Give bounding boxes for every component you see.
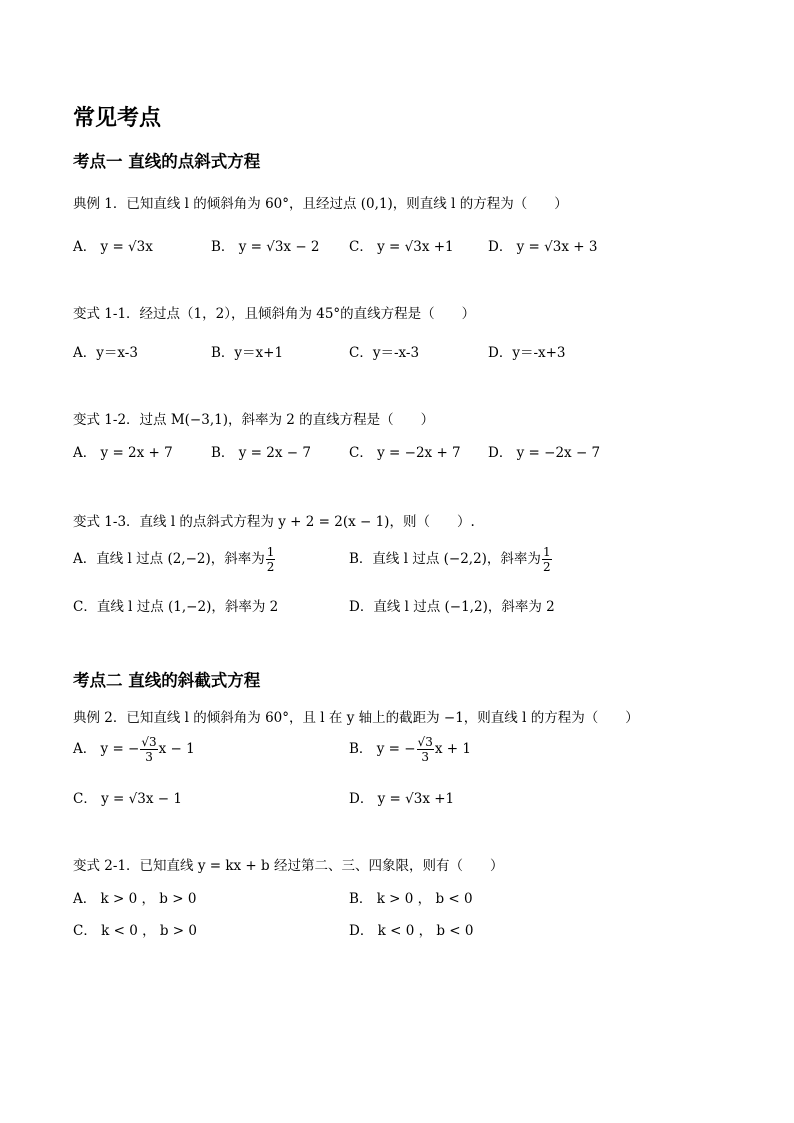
fraction (542, 546, 552, 573)
option-d: D．y＝-x+3 (488, 345, 566, 361)
fraction-numerator: 1 (542, 545, 551, 559)
option-c: C．直线 l 过点 (1,−2)，斜率为 2 (73, 599, 279, 615)
option-b-suffix: x + 1 (434, 741, 471, 757)
option-a-prefix: A． y = − (73, 741, 140, 757)
fraction-denominator: 2 (542, 560, 551, 574)
fraction (140, 736, 157, 763)
option-c: C． k < 0 ， b > 0 (73, 923, 197, 939)
question-stem-variant-2-1: 变式 2-1．已知直线 y = kx + b 经过第二、三、四象限，则有（ ） (73, 858, 504, 874)
option-a (73, 736, 195, 763)
fraction-numerator: √3 (141, 735, 157, 749)
option-b: B． y = √3x − 2 (211, 239, 320, 255)
option-c: C． y = √3x +1 (349, 239, 454, 255)
option-a-text: A．直线 l 过点 (2,−2)，斜率为 (73, 551, 265, 567)
option-d: D． k < 0 ， b < 0 (349, 923, 474, 939)
question-stem-variant-1-2: 变式 1-2．过点 M(−3,1)，斜率为 2 的直线方程是（ ） (73, 412, 435, 428)
option-a: A．y＝x-3 (73, 345, 138, 361)
option-a-suffix: x − 1 (158, 741, 195, 757)
option-d: D． y = √3x + 3 (488, 239, 598, 255)
option-a: A． y = √3x (73, 239, 153, 255)
option-c: C．y＝-x-3 (349, 345, 420, 361)
option-b-prefix: B． y = − (349, 741, 416, 757)
question-stem-variant-1-1: 变式 1-1．经过点（1，2），且倾斜角为 45°的直线方程是（ ） (73, 306, 476, 322)
option-b-text: B．直线 l 过点 (−2,2)，斜率为 (349, 551, 541, 567)
option-a (73, 546, 276, 573)
question-stem-example-2: 典例 2．已知直线 l 的倾斜角为 60°，且 l 在 y 轴上的截距为 −1，则直线 l 的方程为（ ） (73, 710, 639, 726)
option-b: B． k > 0 ， b < 0 (349, 891, 473, 907)
option-d: D． y = √3x +1 (349, 791, 455, 807)
option-b (349, 736, 471, 763)
option-c: C． y = √3x − 1 (73, 791, 182, 807)
page-title: 常见考点 (73, 106, 162, 131)
question-stem-variant-1-3: 变式 1-3．直线 l 的点斜式方程为 y + 2 = 2(x − 1)，则（ ）. (73, 514, 475, 530)
fraction-numerator: 1 (266, 545, 275, 559)
fraction (266, 546, 276, 573)
section-heading-1: 考点一 直线的点斜式方程 (73, 152, 261, 171)
fraction-numerator: √3 (417, 735, 433, 749)
option-b: B．y＝x+1 (211, 345, 284, 361)
fraction-denominator: 2 (266, 560, 275, 574)
fraction-denominator: 3 (421, 750, 429, 764)
option-d: D． y = −2x − 7 (488, 445, 601, 461)
option-b (349, 546, 553, 573)
option-c: C． y = −2x + 7 (349, 445, 461, 461)
option-a: A． y = 2x + 7 (73, 445, 173, 461)
option-d: D．直线 l 过点 (−1,2)，斜率为 2 (349, 599, 555, 615)
section-heading-2: 考点二 直线的斜截式方程 (73, 671, 261, 690)
fraction-denominator: 3 (145, 750, 153, 764)
fraction (417, 736, 434, 763)
option-b: B． y = 2x − 7 (211, 445, 311, 461)
option-a: A． k > 0 ， b > 0 (73, 891, 197, 907)
question-stem-example-1: 典例 1．已知直线 l 的倾斜角为 60°，且经过点 (0,1)，则直线 l 的方程为（ ） (73, 196, 568, 212)
